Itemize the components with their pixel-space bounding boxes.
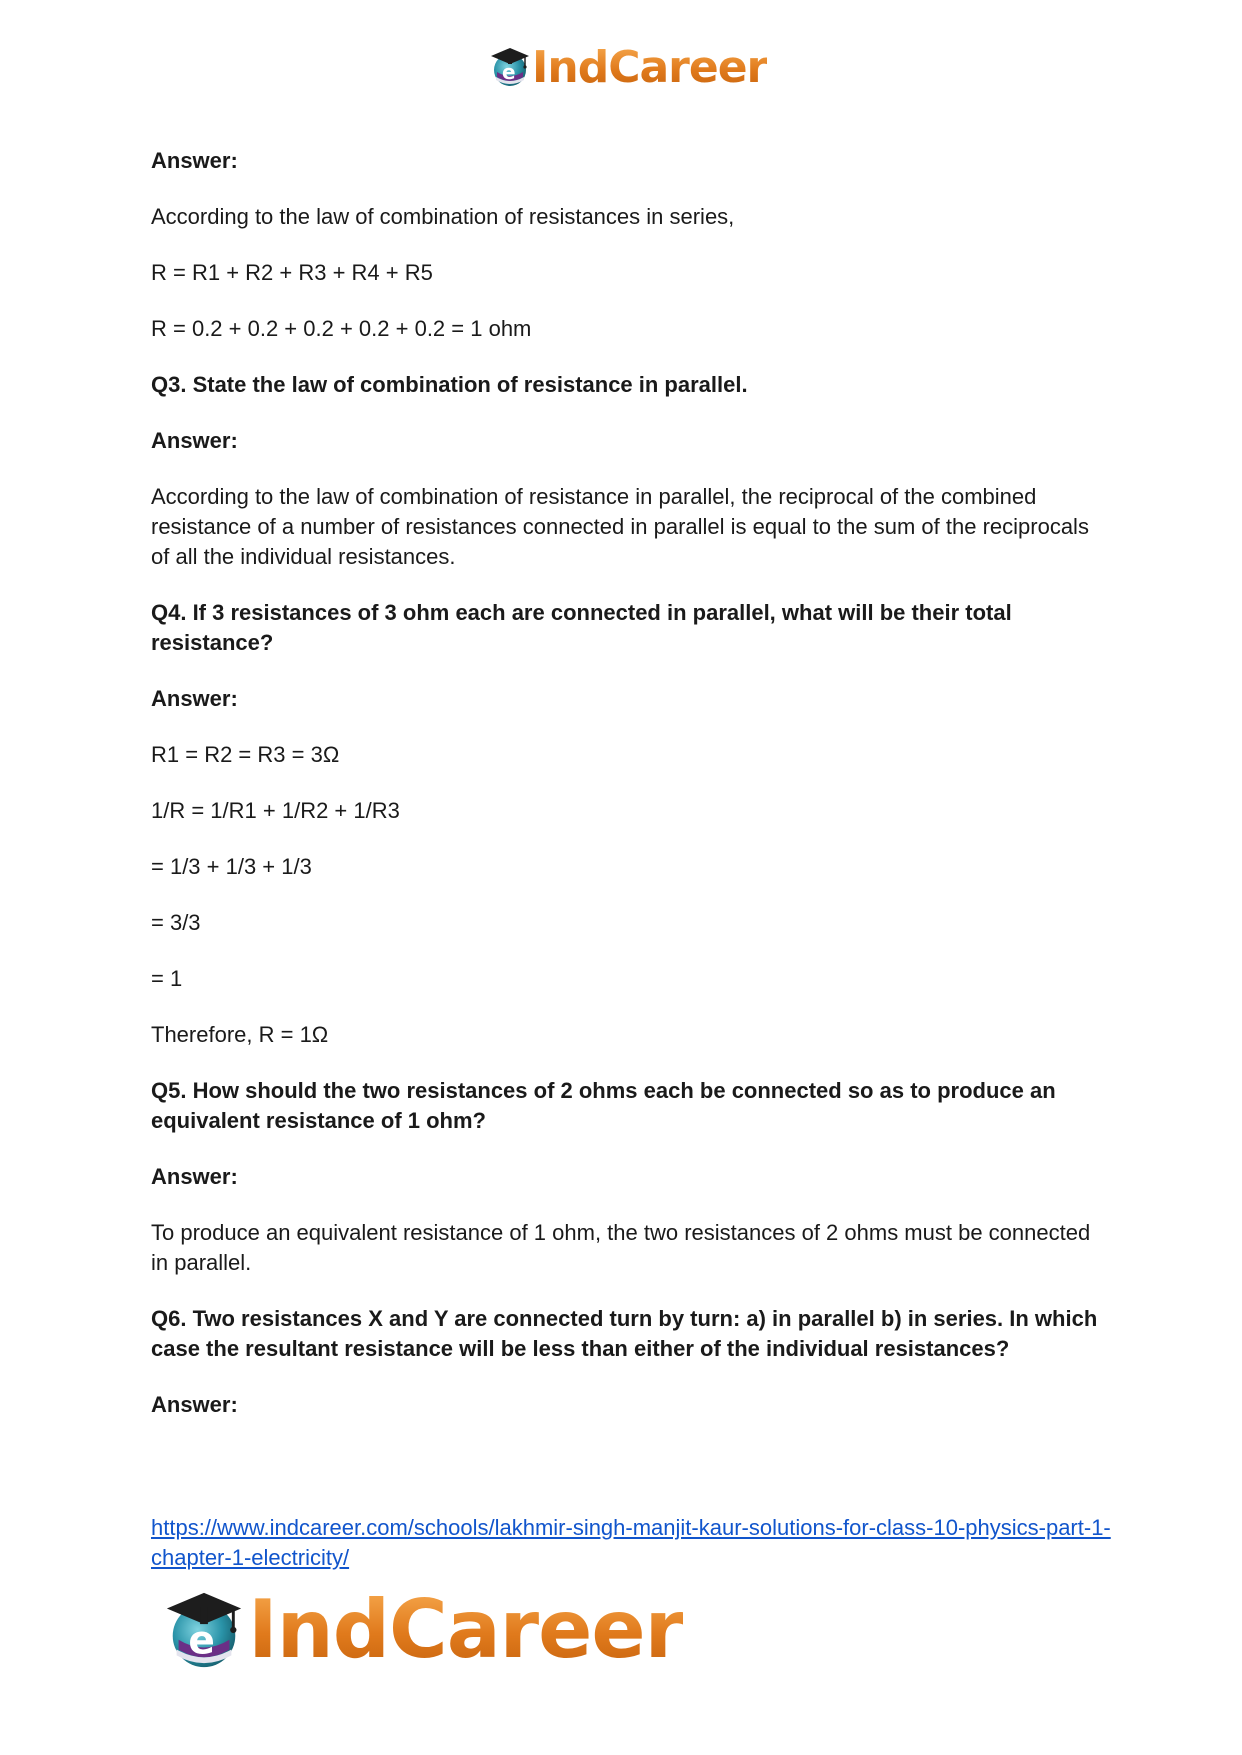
answer-text: According to the law of combination of resistances in series, xyxy=(151,204,735,229)
equation-line: R = R1 + R2 + R3 + R4 + R5 xyxy=(151,260,433,285)
equation-line: 1/R = 1/R1 + 1/R2 + 1/R3 xyxy=(151,798,400,823)
question-heading: Q4. If 3 resistances of 3 ohm each are connected in parallel, what will be their total resistance? xyxy=(151,600,1012,655)
equation-line: = 3/3 xyxy=(151,910,201,935)
source-link[interactable]: https://www.indcareer.com/schools/lakhmir-singh-manjit-kaur-solutions-for-class-10-physics-part-1-chapter-1-electricity/ xyxy=(151,1515,1111,1570)
answer-label: Answer: xyxy=(151,1392,238,1417)
header-logo xyxy=(489,40,767,96)
answer-text: According to the law of combination of resistance in parallel, the reciprocal of the combined resistance of a number of resistances connected in parallel is equal to the sum of the reciprocals of all the individual resistances. xyxy=(151,484,1089,569)
logo-wordmark: IndCareer xyxy=(248,1583,684,1676)
answer-label: Answer: xyxy=(151,1164,238,1189)
answer-label: Answer: xyxy=(151,428,238,453)
logo-wordmark: IndCareer xyxy=(532,42,768,93)
answer-label: Answer: xyxy=(151,686,238,711)
document-body xyxy=(151,146,1099,1420)
equation-line: = 1/3 + 1/3 + 1/3 xyxy=(151,854,312,879)
equation-line: R1 = R2 = R3 = 3Ω xyxy=(151,742,340,767)
equation-line: = 1 xyxy=(151,966,183,991)
equation-line: Therefore, R = 1Ω xyxy=(151,1022,329,1047)
question-heading: Q3. State the law of combination of resistance in parallel. xyxy=(151,372,748,397)
svg-text:e: e xyxy=(188,1617,215,1663)
svg-text:e: e xyxy=(502,59,516,84)
answer-text: To produce an equivalent resistance of 1 ohm, the two resistances of 2 ohms must be connected in parallel. xyxy=(151,1220,1091,1275)
graduation-cap-globe-icon xyxy=(489,44,531,93)
question-heading: Q6. Two resistances X and Y are connected turn by turn: a) in parallel b) in series. In which case the resultant resistance will be less than either of the individual resistances? xyxy=(151,1306,1098,1361)
footer-logo xyxy=(162,1585,683,1675)
question-heading: Q5. How should the two resistances of 2 ohms each be connected so as to produce an equivalent resistance of 1 ohm? xyxy=(151,1078,1056,1133)
equation-line: R = 0.2 + 0.2 + 0.2 + 0.2 + 0.2 = 1 ohm xyxy=(151,316,532,341)
answer-label: Answer: xyxy=(151,148,238,173)
graduation-cap-globe-icon xyxy=(162,1585,246,1676)
